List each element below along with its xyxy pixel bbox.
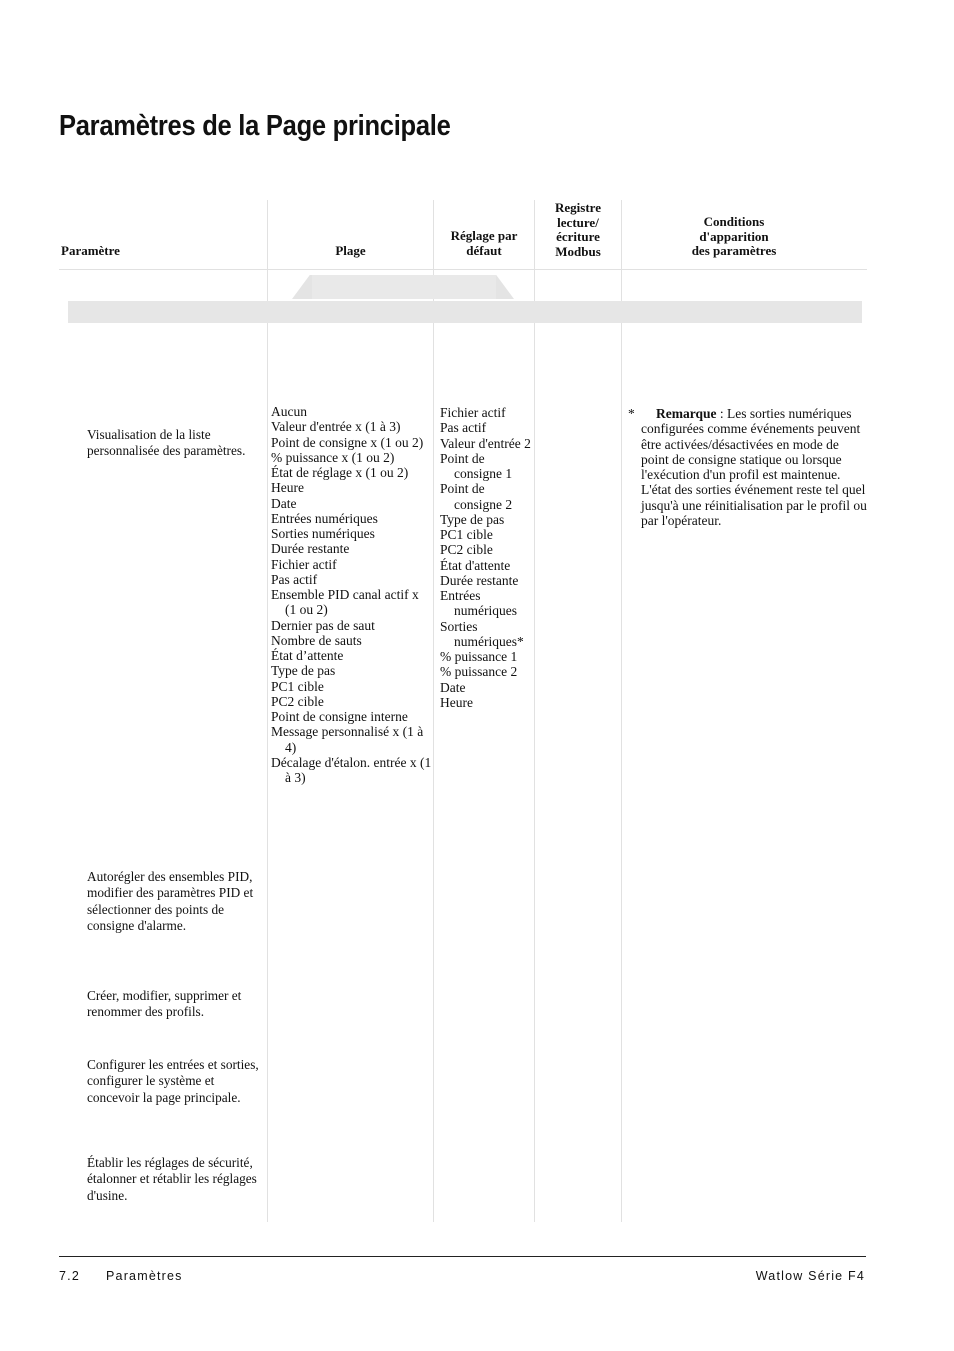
column-divider [267, 200, 268, 1222]
footer-rule [59, 1256, 866, 1257]
default-item: PC2 cible [440, 542, 493, 558]
default-item: Sorties numériques* [440, 618, 524, 649]
range-item: Sorties numériques [271, 526, 375, 541]
range-item: Point de consigne x (1 ou 2) [271, 434, 424, 450]
range-item: Heure [271, 480, 304, 496]
default-item: PC1 cible [440, 527, 493, 542]
default-item: Point de consigne 1 [440, 450, 513, 481]
default-list [440, 405, 533, 710]
range-item: Aucun [271, 404, 307, 419]
range-item: Valeur d'entrée x (1 à 3) [271, 419, 401, 435]
default-item: Pas actif [440, 420, 487, 436]
range-item: % puissance x (1 ou 2) [271, 449, 395, 465]
range-item: Type de pas [271, 663, 336, 679]
header-range: Plage [335, 243, 366, 258]
default-item: Durée restante [440, 572, 519, 588]
header-divider [59, 269, 867, 270]
range-item: État de réglage x (1 ou 2) [271, 465, 409, 480]
range-item: PC2 cible [271, 693, 324, 709]
default-item: % puissance 2 [440, 664, 518, 680]
default-item: Valeur d'entrée 2 [440, 435, 531, 451]
note-marker: * [628, 406, 635, 421]
description-operations: Autorégler des ensembles PID, modifier des paramètres PID et sélectionner des points de consigne d'alarme. [87, 869, 254, 933]
default-item: Date [440, 679, 466, 695]
note-text: : Les sorties numériques configurées comme événements peuvent être activées/désactivées en mode de point de consigne statique ou lorsque l'exécution d'un profil est maintenue. L'état des sorties événement reste tel quel jusqu'à une réinitialisation par le profil ou par l'opérateur. [641, 406, 867, 528]
default-item: Heure [440, 694, 473, 710]
range-item: Point de consigne interne [271, 709, 408, 724]
footer-product: Watlow Série F4 [755, 1269, 865, 1283]
range-item: Fichier actif [271, 556, 337, 572]
default-item: Fichier actif [440, 405, 506, 420]
section-band [68, 301, 862, 323]
description-setup: Configurer les entrées et sorties, configurer le système et concevoir la page principale. [87, 1057, 259, 1105]
page-title: Paramètres de la Page principale [59, 110, 451, 142]
note [628, 406, 869, 528]
footer-section: Paramètres [106, 1269, 183, 1283]
description-factory: Établir les réglages de sécurité, étalonner et rétablir les réglages d'usine. [87, 1155, 257, 1203]
default-item: % puissance 1 [440, 649, 518, 664]
note-label: Remarque [656, 406, 717, 421]
column-divider [534, 200, 535, 1222]
range-item: Pas actif [271, 571, 318, 587]
footer-page-number: 7.2 [59, 1269, 80, 1283]
header-default: Réglage par défaut [450, 228, 518, 258]
column-divider [621, 200, 622, 1222]
description-profiles: Créer, modifier, supprimer et renommer des profils. [87, 988, 242, 1020]
default-item: État d'attente [440, 557, 511, 573]
header-conditions: Conditions d'apparition des paramètres [691, 214, 777, 258]
range-item: Date [271, 495, 297, 511]
description-custom-list: Visualisation de la liste personnalisée des paramètres. [87, 427, 246, 459]
default-item: Point de consigne 2 [440, 481, 513, 512]
header-modbus: Registre lecture/ écriture Modbus [555, 200, 601, 259]
range-item: PC1 cible [271, 678, 324, 694]
range-item: Nombre de sauts [271, 632, 362, 648]
header-parameter: Paramètre [61, 243, 120, 258]
range-item: Durée restante [271, 541, 350, 557]
range-list [271, 404, 433, 785]
range-item: Dernier pas de saut [271, 617, 375, 633]
menu-tab-inner [312, 275, 496, 299]
range-item: Message personnalisé x (1 à 4) [271, 724, 424, 755]
range-item: Entrées numériques [271, 510, 378, 526]
range-item: Ensemble PID canal actif x (1 ou 2) [271, 587, 419, 618]
column-divider [433, 200, 434, 1222]
range-item: Décalage d'étalon. entrée x (1 à 3) [271, 754, 432, 785]
default-item: Type de pas [440, 511, 505, 527]
default-item: Entrées numériques [440, 588, 517, 619]
range-item: État d’attente [271, 648, 344, 663]
